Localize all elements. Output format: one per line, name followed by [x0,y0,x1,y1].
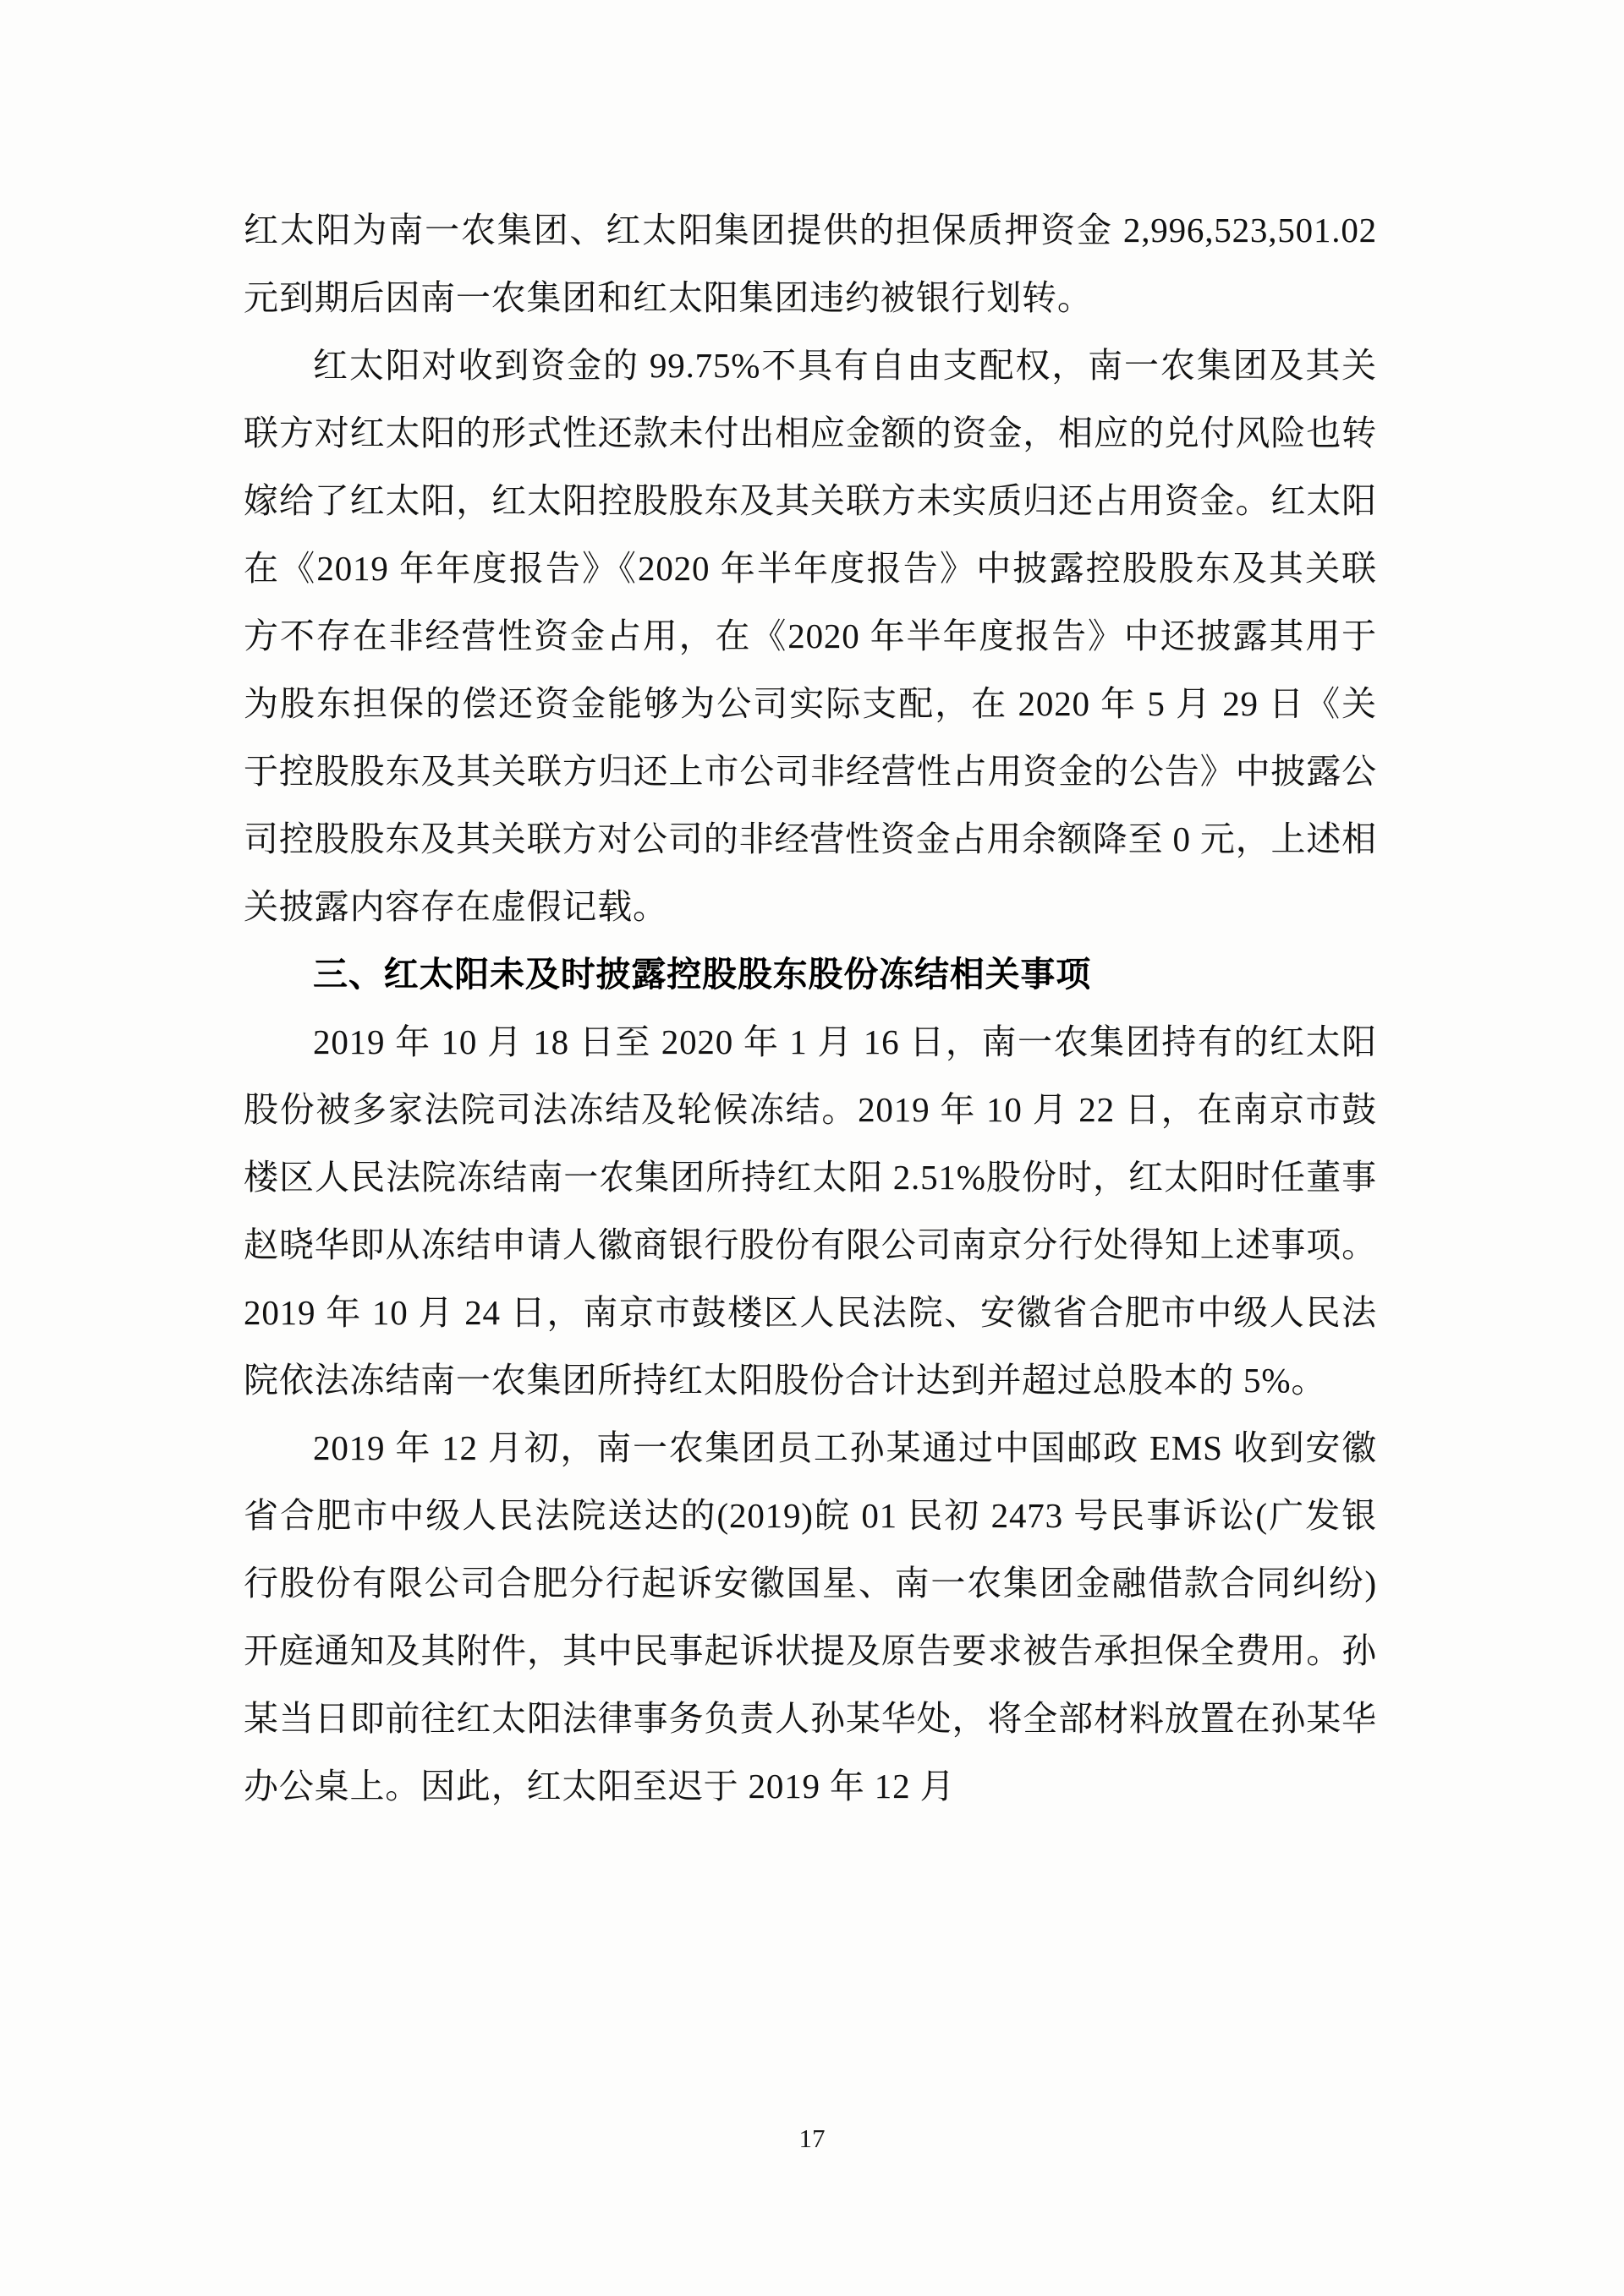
paragraph-ems-litigation-notice: 2019 年 12 月初，南一农集团员工孙某通过中国邮政 EMS 收到安徽省合肥市中级人民法院送达的(2019)皖 01 民初 2473 号民事诉讼(广发银行股份有限公司合肥分行起诉安徽国星、南一农集团金融借款合同纠纷)开庭通知及其附件，其中民事起诉状提及原告要求被告承担保全费用。孙某当日即前往红太阳法律事务负责人孙某华处，将全部材料放置在孙某华办公桌上。因此，红太阳至迟于 2019 年 12 月 [244,1428,1377,1806]
paragraph-fund-control-disclosure: 红太阳对收到资金的 99.75%不具有自由支配权，南一农集团及其关联方对红太阳的形式性还款未付出相应金额的资金，相应的兑付风险也转嫁给了红太阳，红太阳控股股东及其关联方未实质归还占用资金。红太阳在《2019 年年度报告》《2020 年半年度报告》中披露控股股东及其关联方不存在非经营性资金占用，在《2020 年半年度报告》中还披露其用于为股东担保的偿还资金能够为公司实际支配，在 2020 年 5 月 29 日《关于控股股东及其关联方归还上市公司非经营性占用资金的公告》中披露公司控股股东及其关联方对公司的非经营性资金占用余额降至 0 元，上述相关披露内容存在虚假记载。 [244,346,1377,926]
paragraph-guarantee-pledge-funds: 红太阳为南一农集团、红太阳集团提供的担保质押资金 2,996,523,501.02 元到期后因南一农集团和红太阳集团违约被银行划转。 [244,211,1377,317]
paragraph-share-freeze-timeline: 2019 年 10 月 18 日至 2020 年 1 月 16 日，南一农集团持有的红太阳股份被多家法院司法冻结及轮候冻结。2019 年 10 月 22 日，在南京市鼓楼区人民法院冻结南一农集团所持红太阳 2.51%股份时，红太阳时任董事赵晓华即从冻结申请人徽商银行股份有限公司南京分行处得知上述事项。2019 年 10 月 24 日，南京市鼓楼区人民法院、安徽省合肥市中级人民法院依法冻结南一农集团所持红太阳股份合计达到并超过总股本的 5%。 [244,1022,1377,1400]
page-body-text-column [244,196,1377,1820]
section-heading-three: 三、红太阳未及时披露控股股东股份冻结相关事项 [313,955,1092,994]
page-number: 17 [798,2123,826,2153]
